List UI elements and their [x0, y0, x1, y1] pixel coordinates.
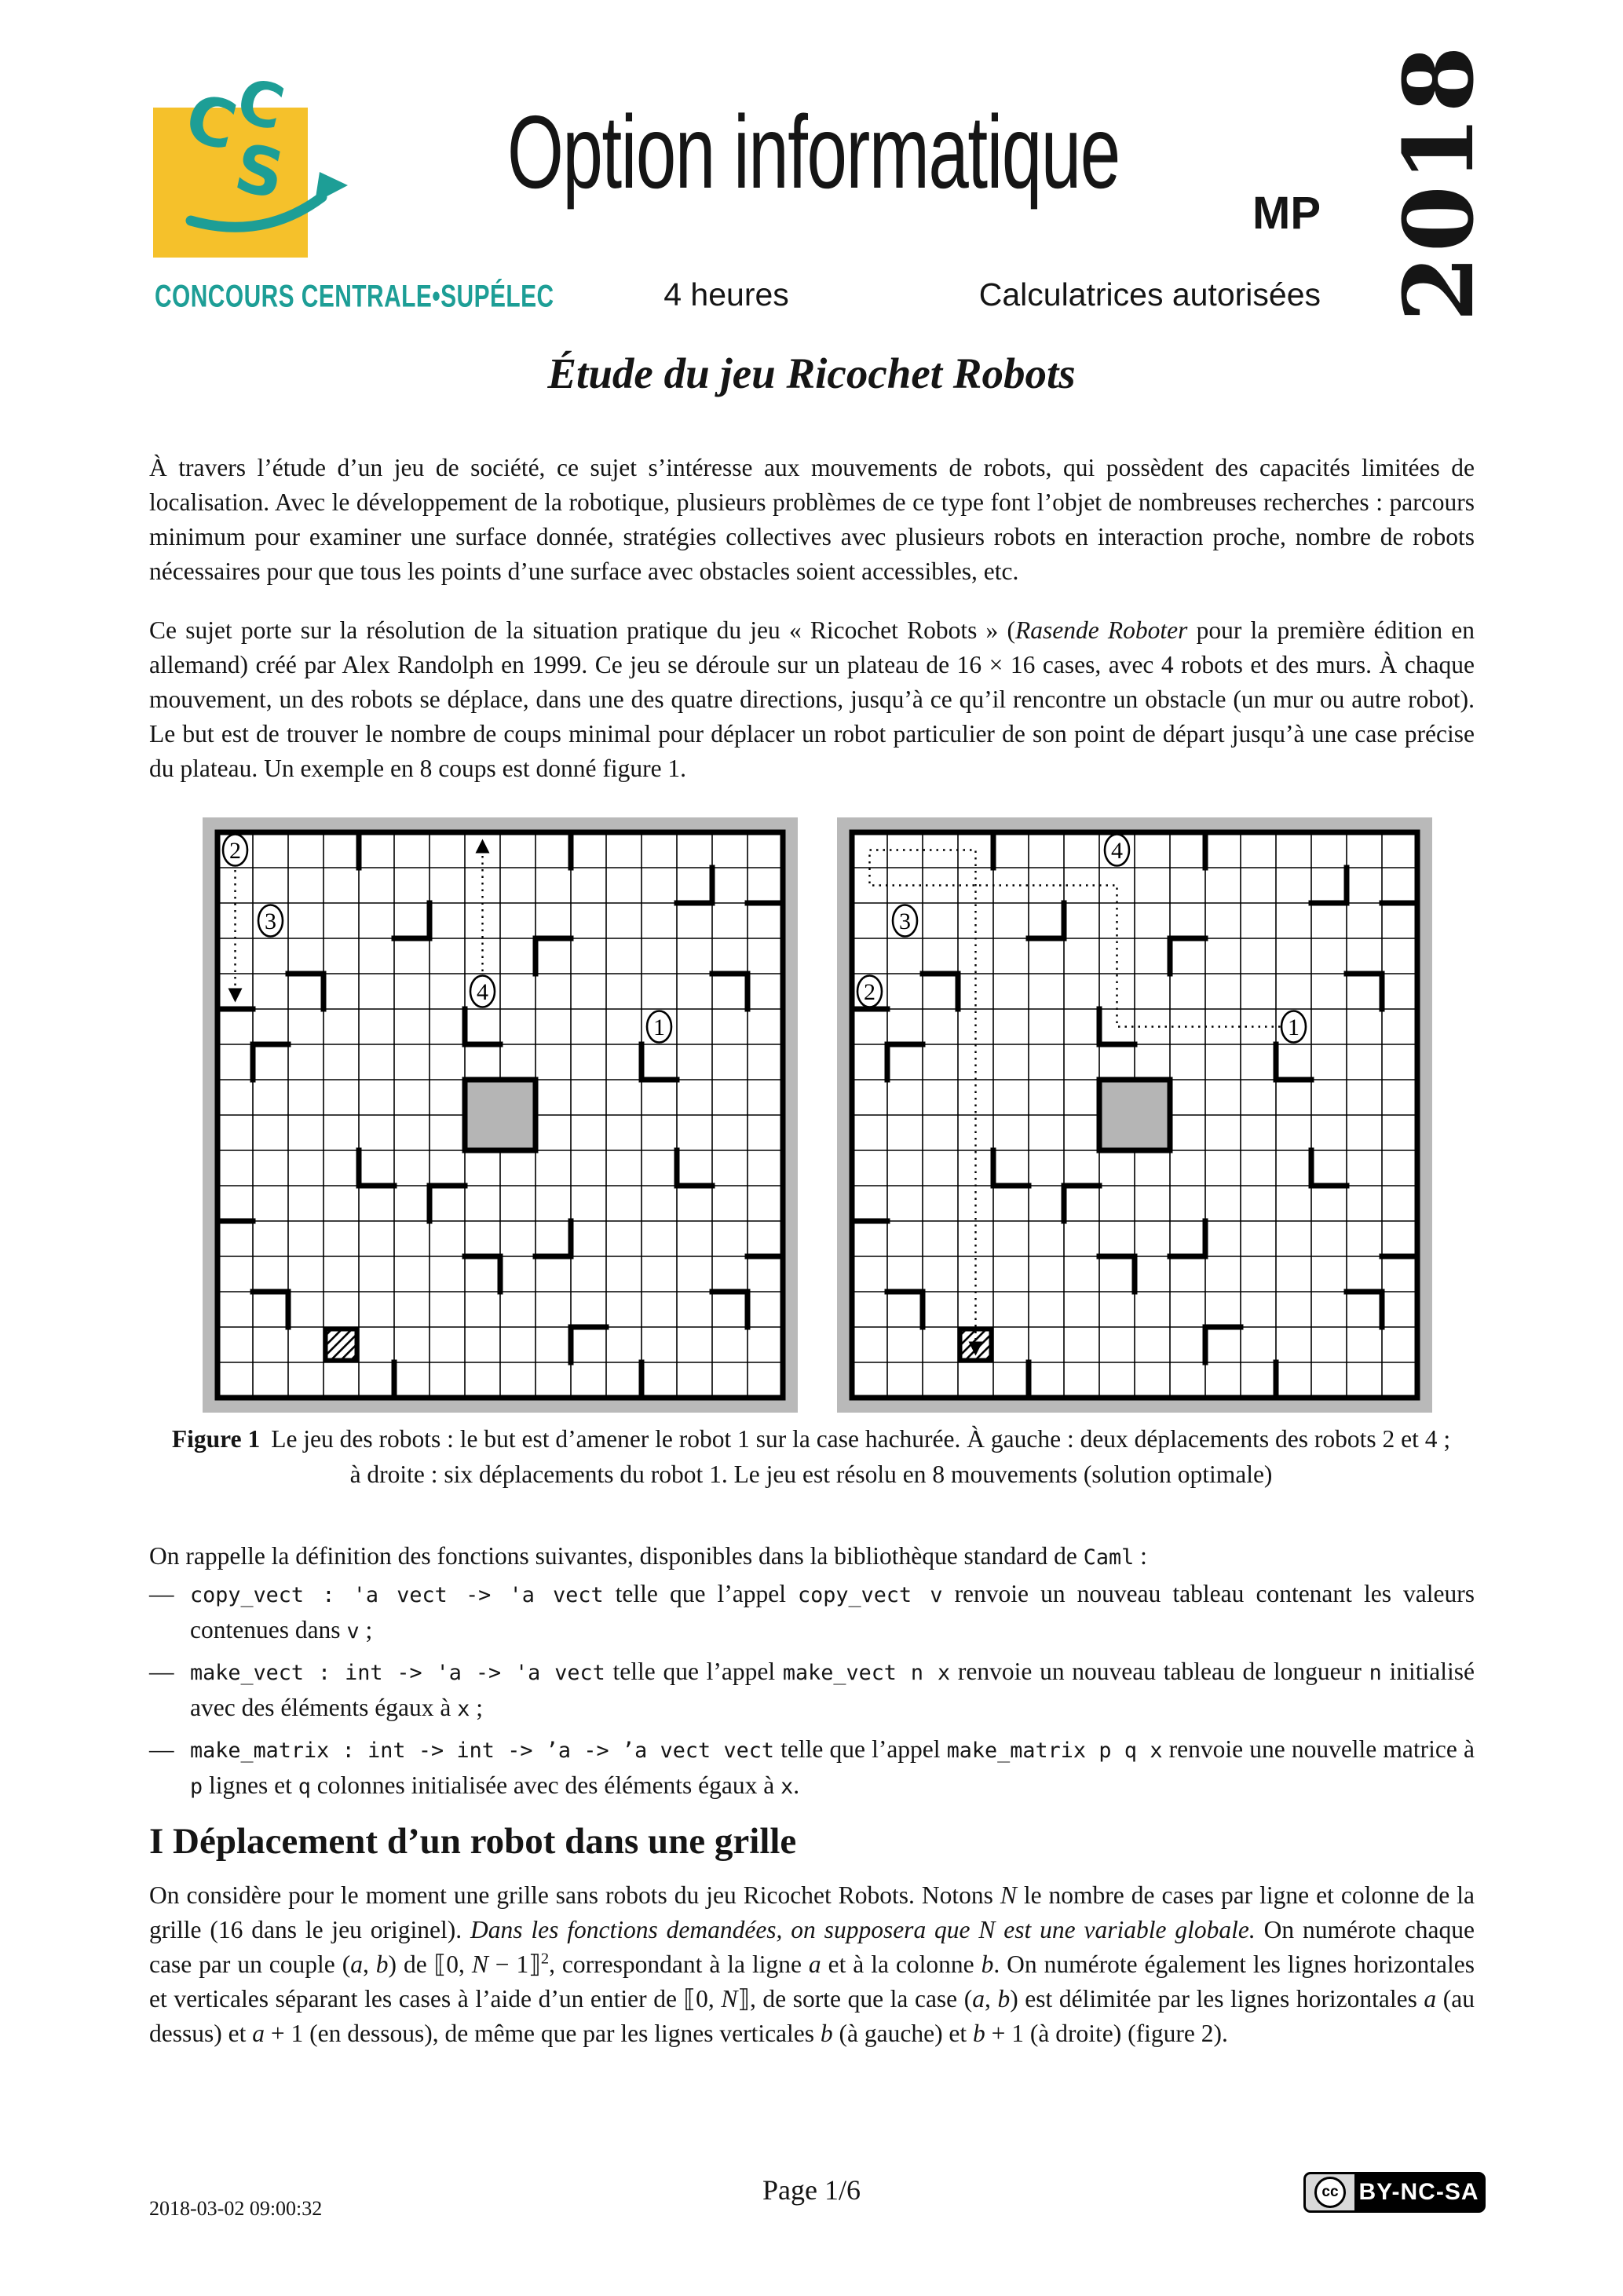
list-item-make-vect [149, 1654, 1475, 1727]
section-1-paragraph: On considère pour le moment une grille sans robots du jeu Ricochet Robots. Notons N le nombre de cases par ligne et colonne de la grille (16 dans le jeu originel). Dans les fonctions demandées, on supposera que N est une variable globale. On numérote chaque case par un couple (a, b) de ⟦0, N − 1⟧$^2$, correspondant à la ligne a et à la colonne b. On numérote également les lignes horizontales et verticales séparant les cases à l’aide d’un entier de ⟦0, N⟧, de sorte que la case (a, b) est délimitée par les lignes horizontales a (au dessus) et a + 1 (en dessous), de même que par les lignes verticales b (à gauche) et b + 1 (à droite) (figure 2). [149, 1881, 1475, 2047]
intro-paragraph-1: À travers l’étude d’un jeu de société, ce sujet s’intéresse aux mouvements de robots, qui possèdent des capacités limitées de localisation. Avec le développement de la robotique, plusieurs problèmes de ce type font l’objet de nombreuses recherches : parcours minimum pour examiner une surface donnée, stratégies collectives avec plusieurs robots en interaction proche, nombre de robots nécessaires pour que tous les points d’une surface avec obstacles soient accessibles, etc. [149, 454, 1475, 585]
list-item-text: make_matrix : int -> int -> ’a -> ’a vect vect telle que l’appel make_matrix p q x renvoie une nouvelle matrice à p lignes et q colonnes initialisée avec des éléments égaux à x. [190, 1735, 1475, 1799]
logo-letter-s: S [228, 129, 291, 214]
robot-2 [857, 976, 882, 1007]
figure-caption [167, 1421, 1455, 1492]
svg-text:3: 3 [265, 909, 276, 934]
list-item-text: make_vect : int -> 'a -> 'a vect telle que l’appel make_vect n x renvoie un nouveau tableau de longueur n initialisé avec des éléments égaux à x ; [190, 1658, 1475, 1721]
robot-1 [647, 1011, 671, 1043]
logo-letter-c2: C [230, 75, 291, 145]
board-svg-left [203, 817, 798, 1413]
calculators-label: Calculatrices autorisées [978, 276, 1321, 313]
page-title: Option informatique [507, 94, 1120, 210]
ccs-logo-graphic [153, 75, 522, 279]
svg-text:4: 4 [477, 979, 488, 1005]
svg-text:2: 2 [864, 979, 875, 1005]
cc-license-badge [1303, 2172, 1486, 2213]
svg-text:4: 4 [1111, 838, 1123, 864]
svg-text:3: 3 [899, 909, 911, 934]
logo-arrowhead [315, 172, 348, 203]
duration-label: 4 heures [663, 276, 789, 313]
center-block [465, 1080, 536, 1150]
robot-4 [1105, 835, 1129, 866]
svg-text:2: 2 [229, 838, 241, 864]
logo-letter-c1: C [178, 79, 244, 166]
ccs-logo [153, 75, 522, 279]
robot-1 [1281, 1011, 1306, 1043]
center-block [1099, 1080, 1170, 1150]
section-1-heading: I Déplacement d’un robot dans une grille [149, 1821, 797, 1862]
figure-grid-right [837, 817, 1432, 1413]
figure-grid-left [203, 817, 798, 1413]
footer-timestamp: 2018-03-02 09:00:32 [149, 2197, 323, 2220]
list-bullet: — [149, 1658, 174, 1685]
brand-name: CONCOURS CENTRALE•SUPÉLEC [155, 279, 554, 314]
list-item-text: copy_vect : 'a vect -> 'a vect telle que l’appel copy_vect v renvoie un nouveau tableau contenant les valeurs contenues dans v ; [190, 1580, 1475, 1643]
intro-paragraph-2: Ce sujet porte sur la résolution de la situation pratique du jeu « Ricochet Robots » (Rasende Roboter pour la première édition en allemand) créé par Alex Randolph en 1999. Ce jeu se déroule sur un plateau de 16 × 16 cases, avec 4 robots et des murs. À chaque mouvement, un des robots se déplace, dans une des quatre directions, jusqu’à ce qu’il rencontre un obstacle (un mur ou autre robot). Le but est de trouver le nombre de coups minimal pour déplacer un robot particulier de son point de départ jusqu’à une case précise du plateau. Un exemple en 8 coups est donné figure 1. [149, 616, 1475, 782]
robot-2 [223, 835, 247, 866]
svg-text:1: 1 [1288, 1015, 1299, 1040]
list-bullet: — [149, 1735, 174, 1763]
year-label: 2018 [1382, 42, 1495, 322]
caml-function-list [149, 1577, 1475, 1810]
list-item-copy-vect [149, 1577, 1475, 1649]
robot-4 [470, 976, 495, 1007]
robot-3 [258, 905, 283, 937]
footer-page-number: Page 1/6 [762, 2174, 861, 2206]
caml-intro: On rappelle la définition des fonctions suivantes, disponibles dans la bibliothèque standard de Caml : [149, 1542, 1147, 1570]
cc-icon: cc [1314, 2177, 1346, 2208]
list-bullet: — [149, 1580, 174, 1607]
target-cell [326, 1329, 356, 1360]
cc-logo-panel [1306, 2174, 1354, 2210]
figure-caption-label: Figure 1 [171, 1425, 261, 1453]
cc-license-text: BY-NC-SA [1358, 2179, 1479, 2205]
figure-caption-text: Le jeu des robots : le but est d’amener le robot 1 sur la case hachurée. À gauche : deux déplacements des robots 2 et 4 ; à droite : six déplacements du robot 1. Le jeu est résolu en 8 mouvements (solution optimale) [271, 1425, 1451, 1488]
list-item-make-matrix [149, 1732, 1475, 1804]
svg-text:1: 1 [653, 1015, 665, 1040]
board-svg-right [837, 817, 1432, 1413]
robot-3 [893, 905, 917, 937]
track-label: MP [1252, 188, 1321, 239]
subject-title: Étude du jeu Ricochet Robots [547, 349, 1076, 397]
